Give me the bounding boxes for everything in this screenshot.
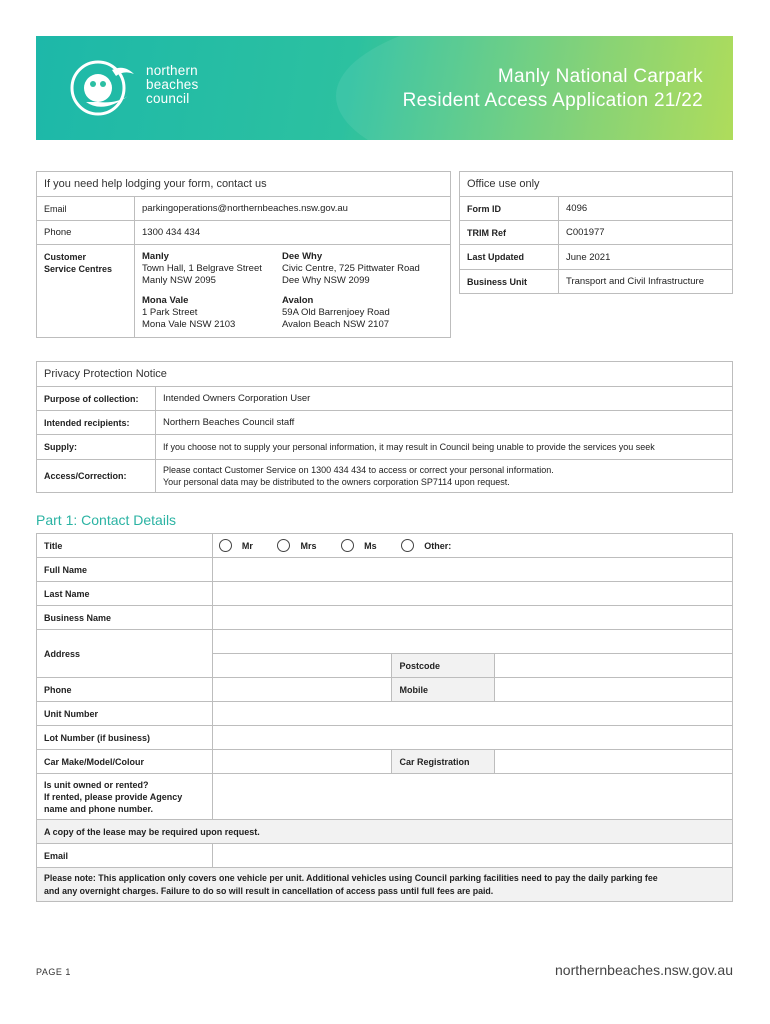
- radio-mr-label: Mr: [241, 540, 253, 551]
- owned-line-2: If rented, please provide Agency: [44, 791, 183, 802]
- council-logo-icon: [68, 58, 138, 118]
- email-field[interactable]: [212, 844, 732, 868]
- phone-field[interactable]: [212, 678, 392, 702]
- centre-address: 59A Old Barrenjoey Road: [282, 307, 390, 318]
- radio-ms-label: Ms: [364, 540, 377, 551]
- centres-label: [37, 245, 135, 338]
- centre-suburb: Avalon Beach NSW 2107: [282, 319, 390, 330]
- office-value: 4096: [559, 197, 733, 221]
- header-banner: [36, 36, 733, 140]
- centre-name: Manly: [142, 251, 169, 262]
- owned-line-3: name and phone number.: [44, 803, 154, 814]
- help-contact-table: [36, 171, 451, 338]
- help-phone-label: Phone: [37, 221, 135, 245]
- title-options: [212, 534, 732, 558]
- office-use-table: [459, 171, 733, 294]
- last-name-label: Last Name: [37, 582, 213, 606]
- centre-address: Civic Centre, 725 Pittwater Road: [282, 263, 420, 274]
- mobile-label: Mobile: [392, 678, 495, 702]
- centre-dee-why: [282, 251, 443, 287]
- centre-avalon: [282, 295, 443, 331]
- office-value: Transport and Civil Infrastructure: [559, 270, 733, 294]
- mobile-field[interactable]: [495, 678, 733, 702]
- lot-number-label: Lot Number (if business): [37, 726, 213, 750]
- part1-heading: Part 1: Contact Details: [36, 512, 177, 528]
- page-title-line-2: Resident Access Application 21/22: [402, 90, 703, 111]
- unit-number-label: Unit Number: [37, 702, 213, 726]
- centre-name: Mona Vale: [142, 295, 189, 306]
- privacy-value: Northern Beaches Council staff: [156, 411, 733, 435]
- privacy-value: If you choose not to supply your personal information, it may result in Council being unable to provide the services you seek: [156, 435, 733, 460]
- centre-name: Avalon: [282, 295, 314, 306]
- title-label: Title: [37, 534, 213, 558]
- address-field[interactable]: [212, 630, 732, 654]
- centre-mona-vale: [142, 295, 282, 331]
- privacy-label: Access/Correction:: [37, 460, 156, 493]
- radio-other-label: Other:: [424, 540, 452, 551]
- footer-url[interactable]: northernbeaches.nsw.gov.au: [555, 962, 733, 978]
- full-name-field[interactable]: [212, 558, 732, 582]
- address-label: Address: [37, 630, 213, 678]
- office-value: C001977: [559, 221, 733, 245]
- help-email-label: Email: [37, 197, 135, 221]
- privacy-heading: Privacy Protection Notice: [37, 362, 733, 387]
- car-registration-label: Car Registration: [392, 750, 495, 774]
- centre-suburb: Mona Vale NSW 2103: [142, 319, 236, 330]
- office-value: June 2021: [559, 245, 733, 270]
- car-registration-field[interactable]: [495, 750, 733, 774]
- office-label: Form ID: [460, 197, 559, 221]
- help-heading: If you need help lodging your form, contact us: [37, 172, 451, 197]
- centre-suburb: Dee Why NSW 2099: [282, 275, 370, 286]
- centres-label-line-1: Customer: [44, 252, 87, 262]
- help-phone-value: 1300 434 434: [135, 221, 451, 245]
- unit-number-field[interactable]: [212, 702, 732, 726]
- office-label: Business Unit: [460, 270, 559, 294]
- address-line-2-field[interactable]: [212, 654, 392, 678]
- privacy-access-value: [156, 460, 733, 493]
- logo-line-1: northern: [146, 63, 198, 78]
- postcode-label: Postcode: [392, 654, 495, 678]
- vehicle-note-line-1: Please note: This application only covers one vehicle per unit. Additional vehicles using Council parking facilities need to pay the daily parking fee: [44, 873, 658, 883]
- lot-number-field[interactable]: [212, 726, 732, 750]
- centres-cell: [135, 245, 451, 338]
- privacy-value: Intended Owners Corporation User: [156, 387, 733, 411]
- centres-label-line-2: Service Centres: [44, 264, 113, 274]
- privacy-access-line-1: Please contact Customer Service on 1300 434 434 to access or correct your personal information.: [163, 465, 554, 475]
- privacy-label: Purpose of collection:: [37, 387, 156, 411]
- lease-note: A copy of the lease may be required upon request.: [37, 820, 733, 844]
- last-name-field[interactable]: [212, 582, 732, 606]
- privacy-label: Supply:: [37, 435, 156, 460]
- centre-suburb: Manly NSW 2095: [142, 275, 216, 286]
- logo-line-2: beaches: [146, 77, 199, 92]
- radio-ms[interactable]: [341, 539, 354, 552]
- radio-other[interactable]: [401, 539, 414, 552]
- office-heading: Office use only: [460, 172, 733, 197]
- banner-swirl: [336, 36, 733, 140]
- business-name-field[interactable]: [212, 606, 732, 630]
- office-label: TRIM Ref: [460, 221, 559, 245]
- car-make-label: Car Make/Model/Colour: [37, 750, 213, 774]
- centre-address: 1 Park Street: [142, 307, 198, 318]
- centre-address: Town Hall, 1 Belgrave Street: [142, 263, 262, 274]
- logo-line-3: council: [146, 91, 190, 106]
- centre-name: Dee Why: [282, 251, 323, 262]
- radio-mr[interactable]: [219, 539, 232, 552]
- page-title-line-1: Manly National Carpark: [497, 66, 703, 87]
- office-label: Last Updated: [460, 245, 559, 270]
- full-name-label: Full Name: [37, 558, 213, 582]
- logo-text: [146, 64, 198, 106]
- phone-label: Phone: [37, 678, 213, 702]
- help-email-value[interactable]: parkingoperations@northernbeaches.nsw.gov.au: [135, 197, 451, 221]
- contact-details-table: [36, 533, 733, 902]
- car-make-field[interactable]: [212, 750, 392, 774]
- business-name-label: Business Name: [37, 606, 213, 630]
- page-number: PAGE 1: [36, 967, 71, 977]
- owned-rented-label: [37, 774, 213, 820]
- email-label: Email: [37, 844, 213, 868]
- owned-rented-field[interactable]: [212, 774, 732, 820]
- vehicle-note: [37, 868, 733, 902]
- postcode-field[interactable]: [495, 654, 733, 678]
- privacy-access-line-2: Your personal data may be distributed to the owners corporation SP7114 upon request.: [163, 477, 510, 487]
- privacy-notice-table: [36, 361, 733, 493]
- privacy-label: Intended recipients:: [37, 411, 156, 435]
- centre-manly: [142, 251, 282, 287]
- radio-mrs[interactable]: [277, 539, 290, 552]
- vehicle-note-line-2: and any overnight charges. Failure to do so will result in cancellation of access pass until full fees are paid.: [44, 885, 494, 896]
- owned-line-1: Is unit owned or rented?: [44, 779, 149, 790]
- radio-mrs-label: Mrs: [300, 540, 317, 551]
